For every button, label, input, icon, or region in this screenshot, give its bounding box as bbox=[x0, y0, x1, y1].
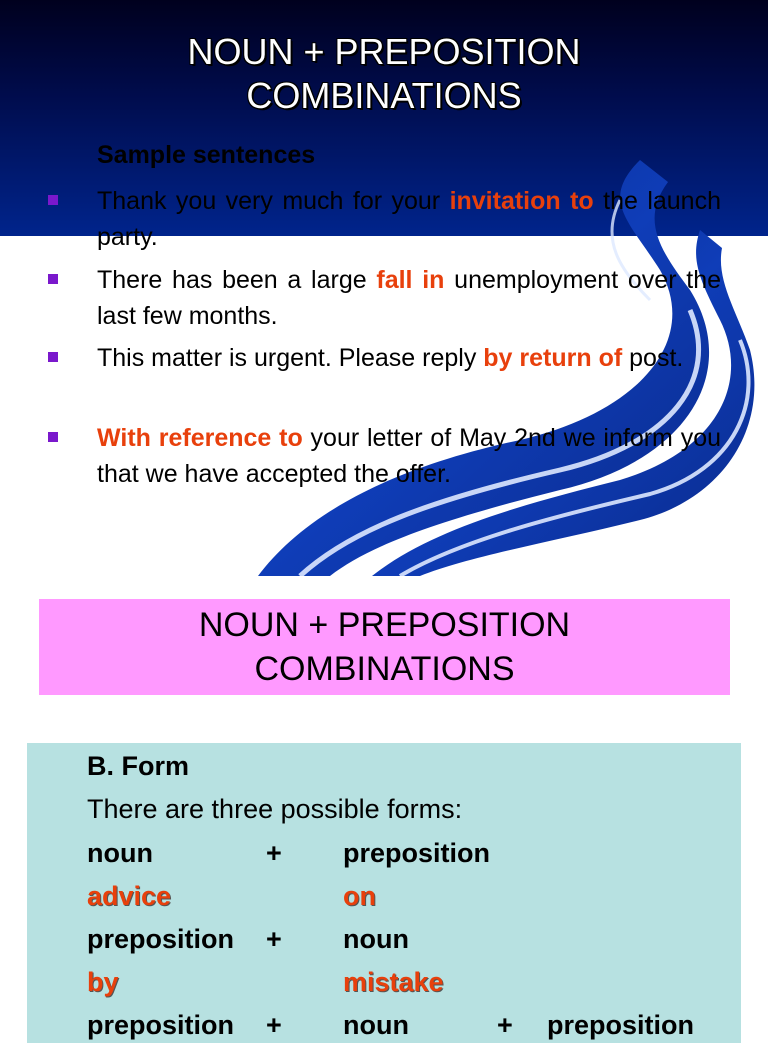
sentence-text: the launch party. bbox=[97, 187, 721, 251]
plus-sign: + bbox=[266, 1010, 282, 1040]
slide-title bbox=[0, 30, 768, 118]
bullet-square-icon bbox=[48, 352, 58, 362]
sentence-text: Thank you very much for your bbox=[97, 187, 450, 215]
plus-sign: + bbox=[266, 838, 282, 868]
sentence-text: This matter is urgent. Please reply bbox=[97, 344, 484, 372]
form-pattern-row bbox=[0, 1010, 768, 1044]
example-word: mistake bbox=[343, 967, 444, 997]
slide-form bbox=[0, 576, 768, 1040]
highlighted-phrase: fall in bbox=[376, 266, 445, 294]
form-term: noun bbox=[343, 924, 409, 954]
sentence-text: unemployment over the last few months. bbox=[97, 266, 721, 330]
form-term: preposition bbox=[547, 1010, 694, 1040]
list-item bbox=[97, 183, 721, 255]
form-example-row bbox=[0, 967, 768, 1001]
slide-title-line2: COMBINATIONS bbox=[254, 650, 515, 688]
sentence-text: There has been a large bbox=[97, 266, 377, 294]
highlighted-phrase: by return of bbox=[483, 344, 623, 372]
slide-title bbox=[199, 603, 570, 691]
title-box bbox=[39, 599, 730, 695]
form-term: preposition bbox=[87, 924, 234, 954]
form-example-row bbox=[0, 881, 768, 915]
form-pattern-row bbox=[0, 838, 768, 872]
slide-title-line1: NOUN + PREPOSITION bbox=[198, 606, 571, 644]
plus-sign: + bbox=[266, 924, 282, 954]
bullet-square-icon bbox=[48, 274, 58, 284]
bullet-square-icon bbox=[48, 432, 58, 442]
form-term: preposition bbox=[343, 838, 490, 868]
plus-sign: + bbox=[497, 1010, 513, 1040]
example-word: by bbox=[87, 967, 119, 997]
slide-title-line1: NOUN + PREPOSITION bbox=[187, 31, 581, 72]
form-pattern-row bbox=[0, 924, 768, 958]
slide-title-line2: COMBINATIONS bbox=[246, 75, 522, 116]
sentence-text: your letter of May 2nd we inform you that we have accepted the offer. bbox=[97, 424, 722, 488]
list-item bbox=[97, 420, 721, 492]
bullet-square-icon bbox=[48, 195, 58, 205]
section-heading: B. Form bbox=[87, 751, 190, 781]
subheading: Sample sentences bbox=[97, 141, 316, 169]
form-term: noun bbox=[343, 1010, 409, 1040]
form-term: preposition bbox=[87, 1010, 234, 1040]
form-term: noun bbox=[87, 838, 153, 868]
example-word: advice bbox=[87, 881, 172, 911]
sentence-text: post. bbox=[622, 344, 684, 372]
example-word: on bbox=[343, 881, 376, 911]
list-item bbox=[97, 340, 721, 376]
list-item bbox=[97, 262, 721, 334]
intro-text: There are three possible forms: bbox=[87, 794, 463, 824]
highlighted-phrase: With reference to bbox=[97, 424, 303, 452]
highlighted-phrase: invitation to bbox=[449, 187, 594, 215]
